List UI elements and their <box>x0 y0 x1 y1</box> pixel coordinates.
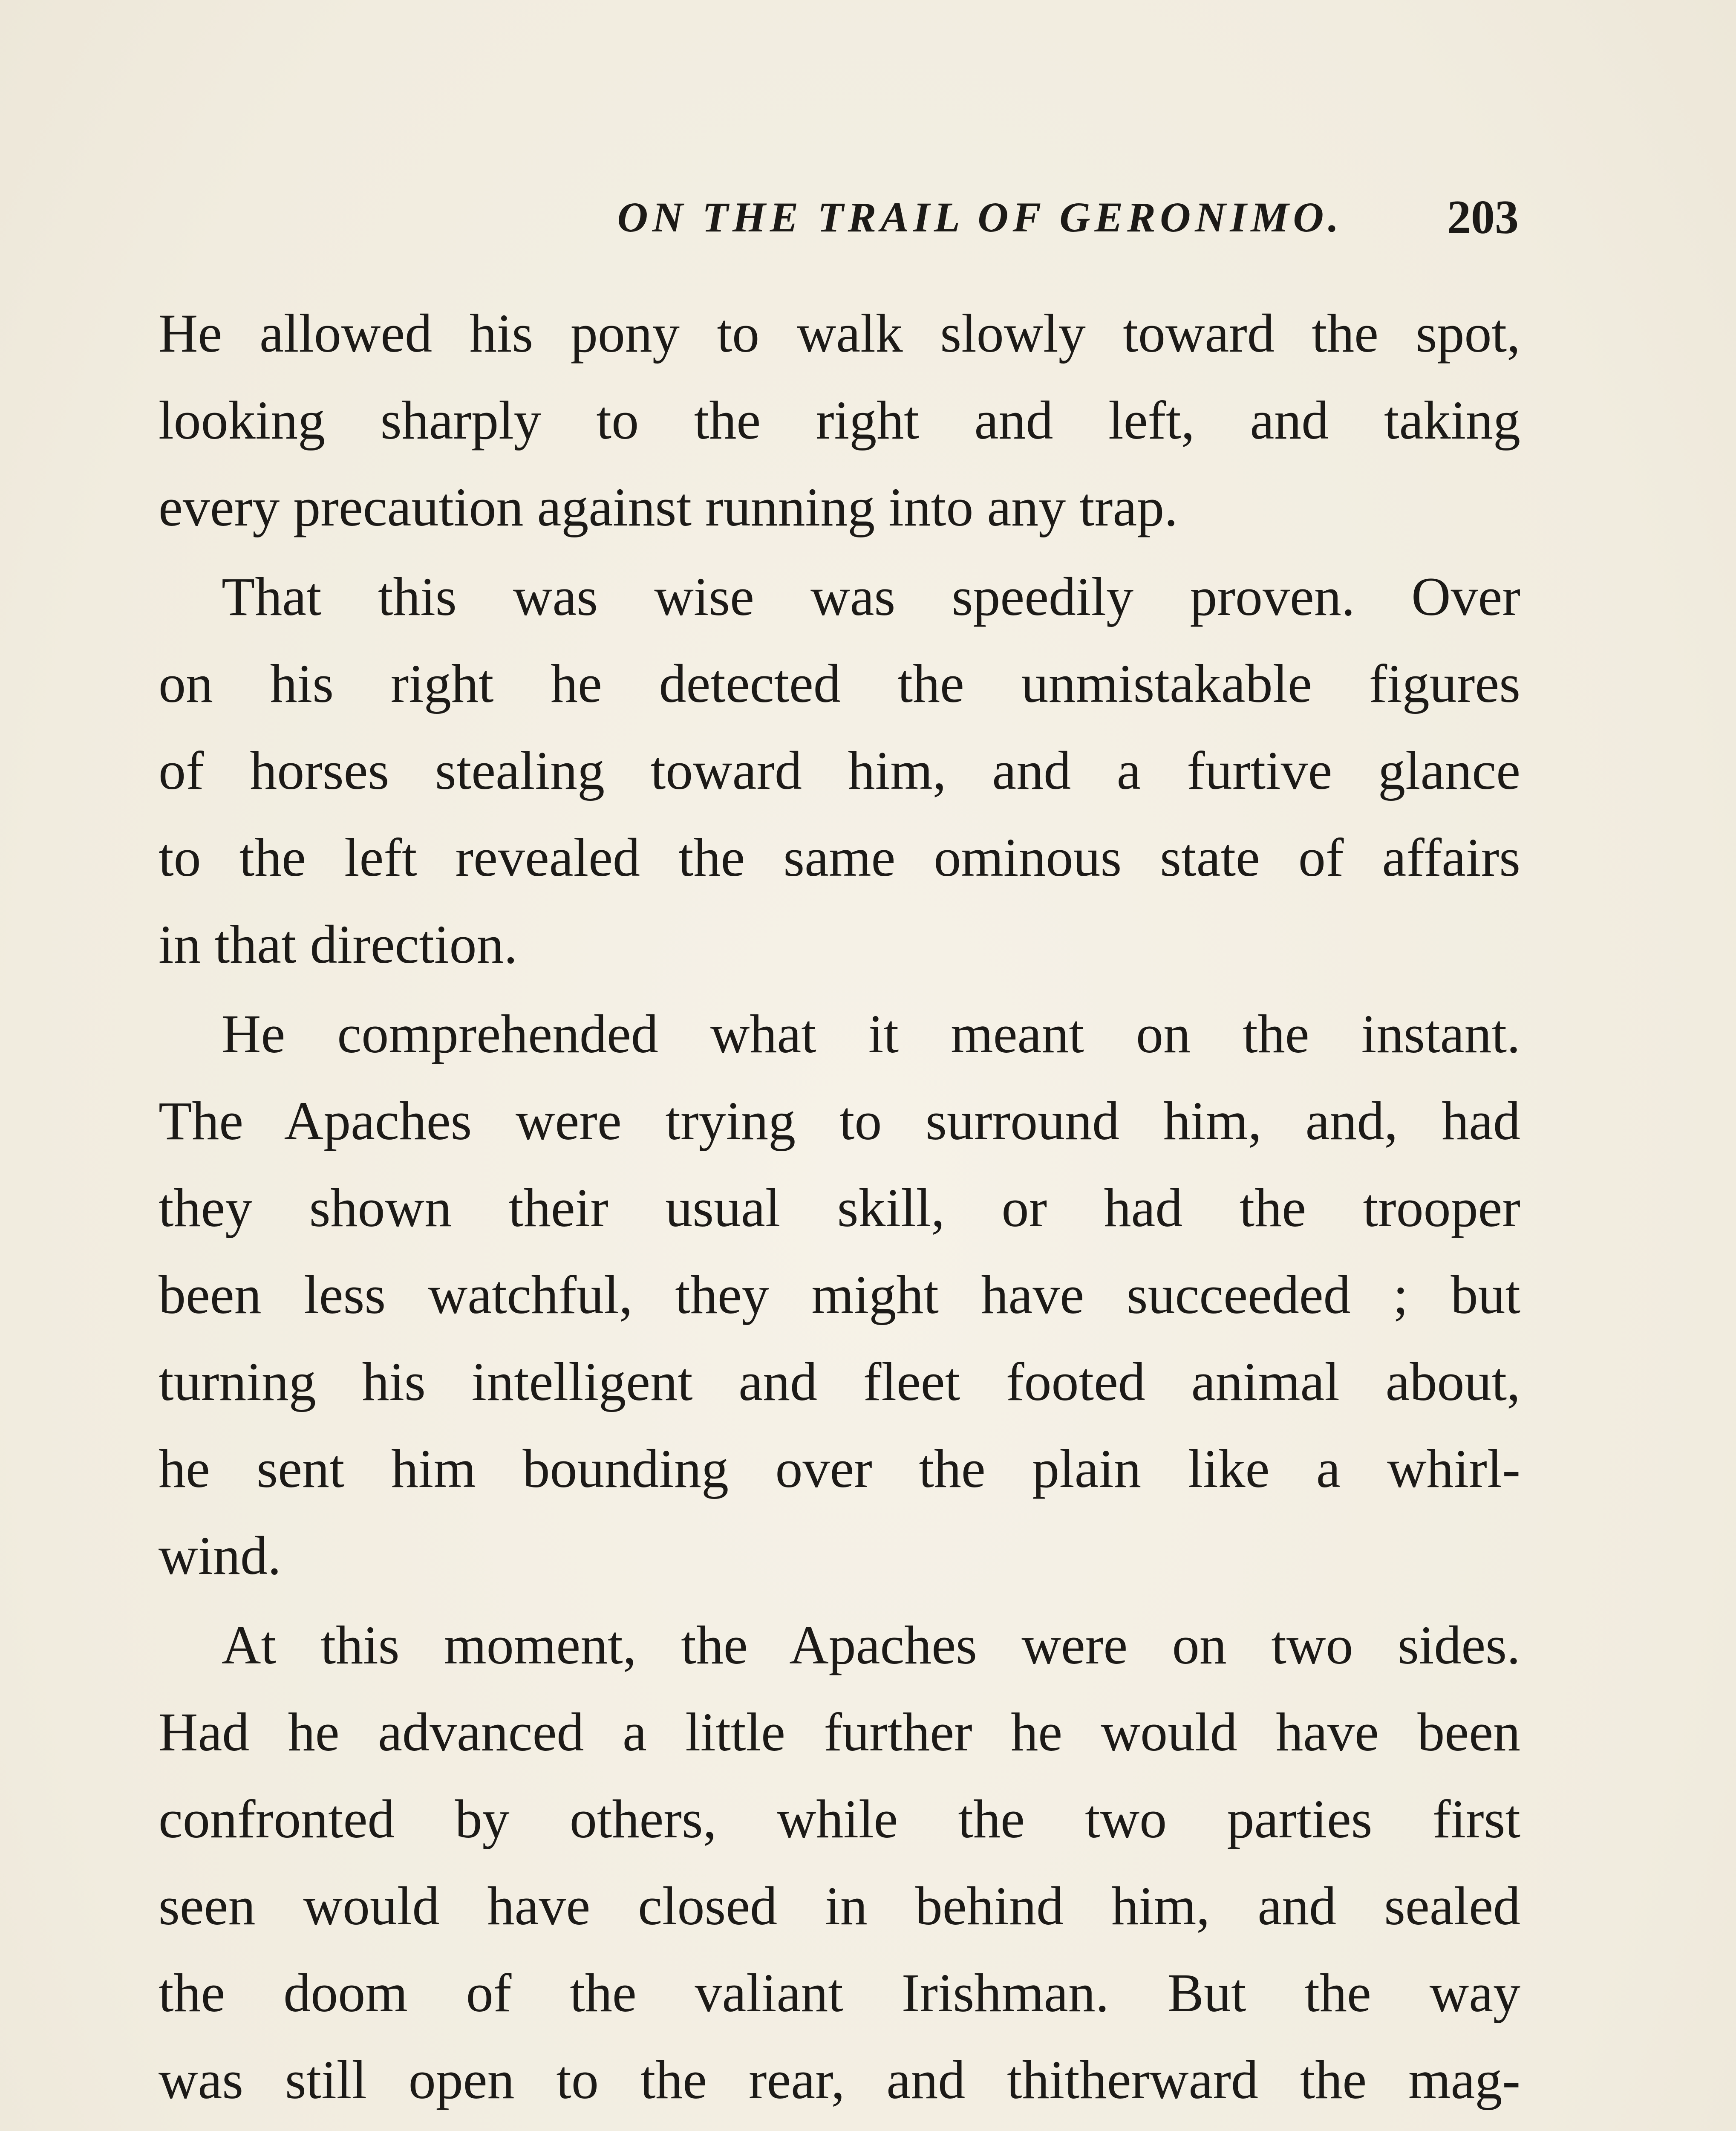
paragraph-1 <box>159 290 1520 551</box>
text-line: the doom of the valiant Irishman. But the way <box>159 1963 1520 2023</box>
body-text <box>159 290 1520 2131</box>
text-line: they shown their usual skill, or had the trooper <box>159 1178 1520 1238</box>
text-line: of horses stealing toward him, and a furtive glance <box>159 740 1520 801</box>
text-line: He comprehended what it meant on the instant. <box>222 1004 1520 1064</box>
text-line: to the left revealed the same ominous state of affairs <box>159 827 1520 888</box>
page-number: 203 <box>1447 191 1519 244</box>
text-line <box>159 2123 1520 2131</box>
text-line: looking sharply to the right and left, and taking <box>159 390 1520 450</box>
text-line: he sent him bounding over the plain like a whirl- <box>159 1438 1520 1499</box>
text-line: Had he advanced a little further he would have been <box>159 1702 1520 1762</box>
text-line: turning his intelligent and fleet footed animal about, <box>159 1351 1520 1412</box>
text-line: seen would have closed in behind him, and sealed <box>159 1876 1520 1936</box>
running-head: ON THE TRAIL OF GERONIMO. <box>617 193 1343 241</box>
text-line: At this moment, the Apaches were on two sides. <box>222 1615 1520 1675</box>
text-line: every precaution against running into any trap. <box>159 477 1178 537</box>
text-line: been less watchful, they might have succeeded ; but <box>159 1265 1520 1325</box>
text-line: The Apaches were trying to surround him, and, had <box>159 1091 1520 1151</box>
paragraph-4 <box>159 1602 1520 2131</box>
text-line: wind. <box>159 1525 281 1586</box>
paragraph-3 <box>159 990 1520 1599</box>
text-line: confronted by others, while the two parties first <box>159 1789 1520 1849</box>
text-line: in that direction. <box>159 914 518 975</box>
text-line: He allowed his pony to walk slowly toward the spot, <box>159 303 1520 364</box>
text-line: That this was wise was speedily proven. Over <box>222 566 1520 627</box>
text-line: was still open to the rear, and thitherward the mag- <box>159 2050 1520 2110</box>
paragraph-2 <box>159 553 1520 988</box>
text-line: on his right he detected the unmistakable figures <box>159 653 1520 714</box>
